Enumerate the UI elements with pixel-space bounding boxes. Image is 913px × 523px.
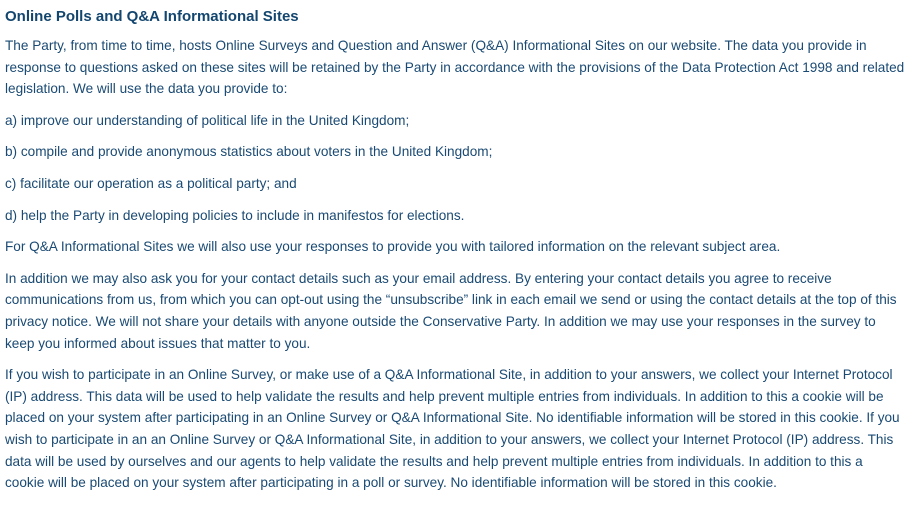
intro-paragraph: The Party, from time to time, hosts Online Surveys and Question and Answer (Q&A) Informational Sites on our website. The data you provide in response to questions asked on these sites will be retained by the Party in accordance with the provisions of the Data Protection Act 1998 and related legislation. We will use the data you provide to:: [5, 38, 905, 97]
data-use-item: d) help the Party in developing policies to include in manifestos for elections.: [5, 207, 465, 223]
qa-paragraph: For Q&A Informational Sites we will also use your responses to provide you with tailored information on the relevant subject area.: [5, 239, 781, 255]
section-heading: Online Polls and Q&A Informational Sites: [5, 8, 299, 25]
data-use-item: a) improve our understanding of political life in the United Kingdom;: [5, 112, 410, 128]
data-use-item: b) compile and provide anonymous statistics about voters in the United Kingdom;: [5, 144, 493, 160]
ip-address-paragraph: If you wish to participate in an Online Survey, or make use of a Q&A Informational Site, in addition to your answers, we collect your Internet Protocol (IP) address. This data will be used to help validate the results and help prevent multiple entries from individuals. In addition to this a cookie will be placed on your system after participating in an Online Survey or Q&A Informational Site. No identifiable information will be stored in this cookie. If you wish to participate in an an Online Survey or Q&A Informational Site, in addition to your answers, we collect your Internet Protocol (IP) address. This data will be used by ourselves and our agents to help validate the results and help prevent multiple entries from individuals. In addition to this a cookie will be placed on your system after participating in a poll or survey. No identifiable information will be stored in this cookie.: [5, 367, 900, 491]
data-use-item: c) facilitate our operation as a political party; and: [5, 175, 297, 191]
contact-details-paragraph: In addition we may also ask you for your contact details such as your email address. By entering your contact details you agree to receive communications from us, from which you can opt-out using the “unsubscribe” link in each email we send or using the contact details at the top of this privacy notice. We will not share your details with anyone outside the Conservative Party. In addition we may use your responses in the survey to keep you informed about issues that matter to you.: [5, 270, 897, 351]
